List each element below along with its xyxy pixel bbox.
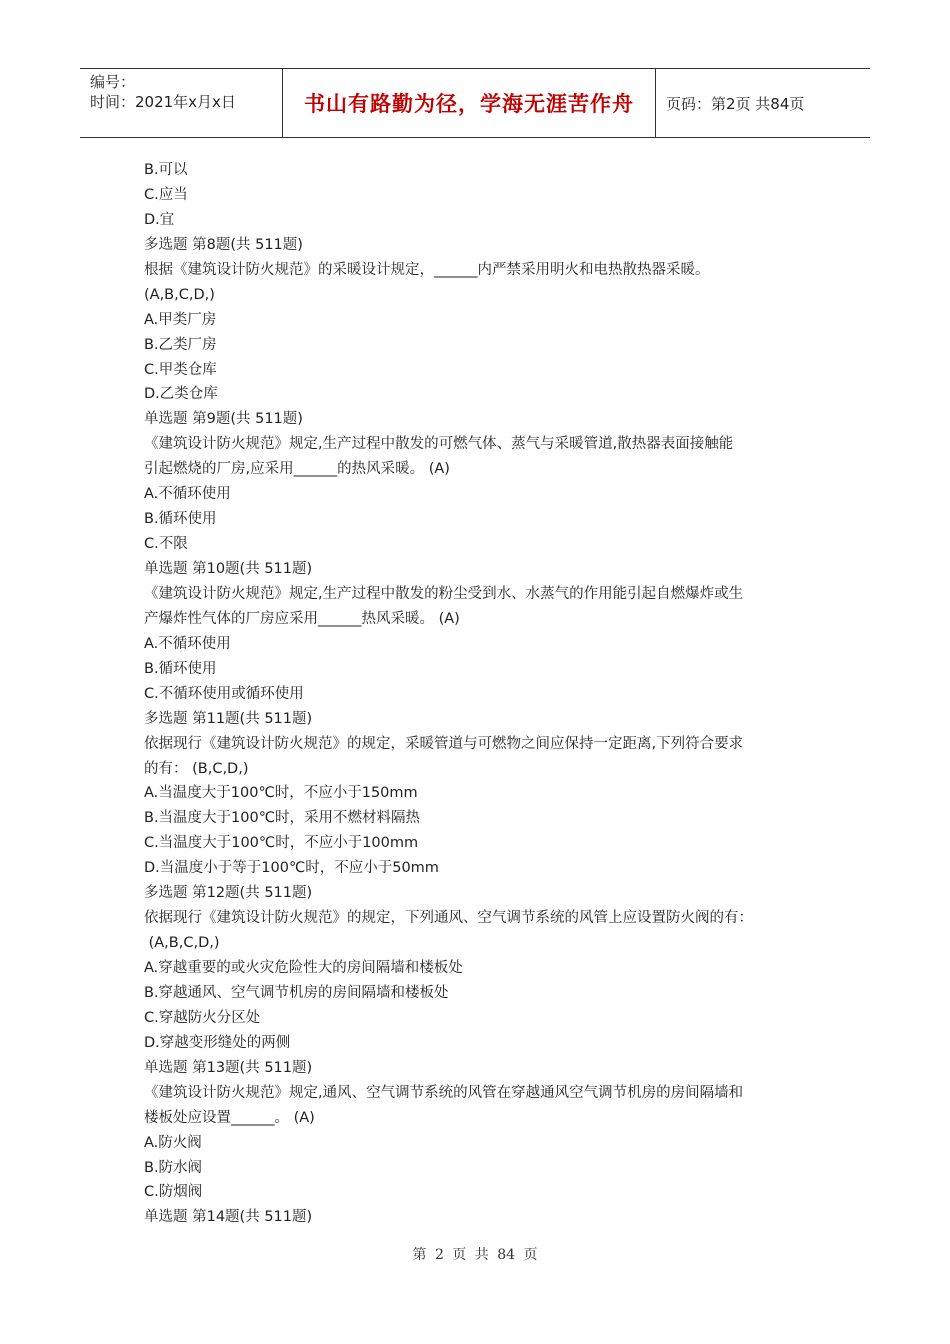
text-line	[144, 358, 824, 383]
text-line	[144, 632, 824, 657]
text-line	[144, 532, 824, 557]
text-line	[144, 308, 824, 333]
text-line	[144, 283, 824, 308]
header-motto-cell	[283, 69, 656, 137]
text-line-content: 多选题 第11题(共 511题)	[144, 710, 313, 727]
text-line-content: A.甲类厂房	[144, 311, 217, 328]
text-line-content: 《建筑设计防火规范》规定,生产过程中散发的可燃气体、蒸气与采暖管道,散热器表面接触能	[144, 436, 734, 453]
text-line-content: D.乙类仓库	[144, 386, 218, 403]
text-line	[144, 1081, 824, 1106]
text-line-content: 多选题 第12题(共 511题)	[144, 885, 313, 902]
text-line	[144, 732, 824, 757]
text-line-content: C.防烟阀	[144, 1184, 203, 1201]
text-line	[144, 1056, 824, 1081]
text-line	[144, 382, 824, 407]
motto: 书山有路勤为径，学海无涯苦作舟	[304, 92, 634, 116]
text-line-content: 依据现行《建筑设计防火规范》的规定，下列通风、空气调节系统的风管上应设置防火阀的有：	[144, 910, 753, 927]
text-line	[144, 707, 824, 732]
text-line-content: C.当温度大于100℃时，不应小于100mm	[144, 835, 419, 852]
text-line	[144, 208, 824, 233]
text-line	[144, 931, 824, 956]
text-line-content: A.不循环使用	[144, 635, 231, 652]
text-line-content: C.穿越防火分区处	[144, 1009, 261, 1026]
text-line	[144, 956, 824, 981]
text-line-content: C.应当	[144, 186, 188, 203]
text-line	[144, 407, 824, 432]
text-line	[144, 258, 824, 283]
text-line-content: D.当温度小于等于100℃时，不应小于50mm	[144, 860, 439, 877]
text-line	[144, 432, 824, 457]
text-line	[144, 1180, 824, 1205]
text-line	[144, 856, 824, 881]
text-line-content: D.宜	[144, 211, 175, 228]
text-line	[144, 881, 824, 906]
text-line	[144, 1031, 824, 1056]
text-line	[144, 682, 824, 707]
text-line	[144, 507, 824, 532]
text-line-content: 单选题 第13题(共 511题)	[144, 1059, 313, 1076]
text-line-content: B.当温度大于100℃时，采用不燃材料隔热	[144, 810, 421, 827]
text-line-content: C.不循环使用或循环使用	[144, 685, 304, 702]
text-line	[144, 906, 824, 931]
text-line	[144, 831, 824, 856]
text-line-content: A.穿越重要的或火灾危险性大的房间隔墙和楼板处	[144, 960, 463, 976]
text-line-content: 依据现行《建筑设计防火规范》的规定，采暖管道与可燃物之间应保持一定距离,下列符合要求	[144, 735, 744, 752]
text-line	[144, 1106, 824, 1131]
text-line	[144, 1131, 824, 1156]
text-line-content: A.当温度大于100℃时，不应小于150mm	[144, 785, 418, 802]
page-header	[80, 68, 870, 138]
text-line-content: B.循环使用	[144, 660, 217, 677]
text-line-content: B.防水阀	[144, 1159, 203, 1176]
header-meta	[80, 69, 283, 137]
text-line-content: 引起燃烧的厂房,应采用______的热风采暖。 (A)	[144, 461, 450, 478]
text-line-content: D.穿越变形缝处的两侧	[144, 1034, 291, 1051]
text-line	[144, 981, 824, 1006]
text-line	[144, 582, 824, 607]
text-line	[144, 557, 824, 582]
text-line-content: B.乙类厂房	[144, 336, 217, 353]
text-line	[144, 457, 824, 482]
text-line	[144, 1205, 824, 1230]
text-line-content: A.防火阀	[144, 1134, 202, 1151]
header-page-cell	[656, 69, 870, 137]
number-label: 编号：	[90, 73, 136, 91]
text-line-content: 单选题 第14题(共 511题)	[144, 1209, 313, 1226]
text-line	[144, 482, 824, 507]
text-line	[144, 757, 824, 782]
text-line-content: B.穿越通风、空气调节机房的房间隔墙和楼板处	[144, 984, 449, 1001]
text-line-content: C.甲类仓库	[144, 361, 217, 378]
text-line	[144, 333, 824, 358]
time-label: 时间：2021年x月x日	[90, 93, 236, 111]
text-line-content: (A,B,C,D,)	[144, 286, 215, 303]
text-line	[144, 657, 824, 682]
text-line	[144, 607, 824, 632]
text-line	[144, 158, 824, 183]
text-line	[144, 1006, 824, 1031]
text-line-content: 《建筑设计防火规范》规定,生产过程中散发的粉尘受到水、水蒸气的作用能引起自燃爆炸或生	[144, 585, 744, 602]
text-line-content: 楼板处应设置______。 (A)	[144, 1109, 315, 1126]
text-line-content: 《建筑设计防火规范》规定,通风、空气调节系统的风管在穿越通风空气调节机房的房间隔墙和	[144, 1084, 744, 1101]
page-info: 页码：第2页 共84页	[666, 94, 805, 113]
text-line-content: B.可以	[144, 162, 188, 178]
text-line-content: 产爆炸性气体的厂房应采用______热风采暖。 (A)	[144, 610, 460, 627]
question-list	[144, 158, 824, 1230]
text-line	[144, 183, 824, 208]
text-line-content: 多选题 第8题(共 511题)	[144, 236, 303, 253]
text-line	[144, 1156, 824, 1181]
text-line	[144, 781, 824, 806]
text-line-content: A.不循环使用	[144, 486, 231, 503]
text-line-content: C.不限	[144, 536, 188, 553]
text-line	[144, 806, 824, 831]
text-line-content: B.循环使用	[144, 511, 217, 528]
page-footer: 第 2 页 共 84 页	[412, 1247, 538, 1263]
text-line-content: 的有： (B,C,D,)	[144, 760, 249, 777]
text-line-content: 单选题 第10题(共 511题)	[144, 561, 313, 577]
text-line-content: 单选题 第9题(共 511题)	[144, 411, 303, 428]
text-line-content: 根据《建筑设计防火规范》的采暖设计规定，______内严禁采用明火和电热散热器采暖。	[144, 261, 710, 278]
text-line	[144, 233, 824, 258]
text-line-content: (A,B,C,D,)	[144, 935, 220, 952]
